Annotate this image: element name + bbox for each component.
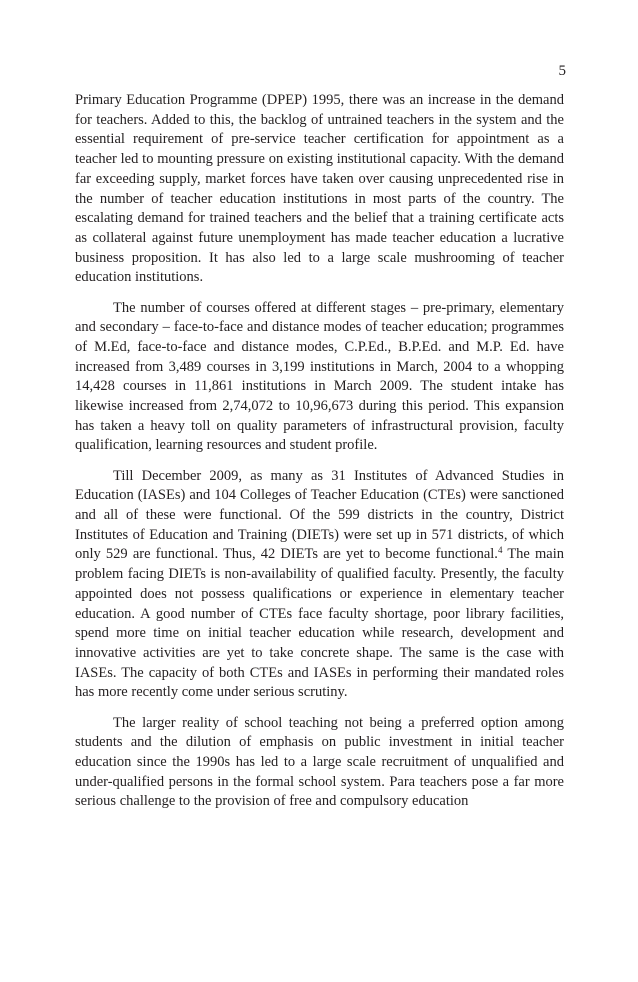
footnote-marker: 4 (497, 545, 503, 556)
paragraph-3-text-before-note: Till December 2009, as many as 31 Institutes of Advanced Studies in Education (IASEs) and 104 Colleges of Teacher Education (CTEs) were sanctioned and all of these were functional. Of the 599 districts in the country, District Institutes of Education and Training (DIETs) were set up in 571 districts, of which only 529 are functional. Thus, 42 DIETs are yet to become functional. (75, 467, 564, 563)
paragraph-4: The larger reality of school teaching not being a preferred option among students and the dilution of emphasis on public investment in initial teacher education since the 1990s has led to a large scale recruitment of unqualified and under-qualified persons in the formal school system. Para teachers pose a far more serious challenge to the provision of free and compulsory education (75, 714, 564, 810)
paragraph-1: Primary Education Programme (DPEP) 1995, there was an increase in the demand for teachers. Added to this, the backlog of untrained teachers in the system and the essential requirement of pre-service teacher certification for appointment as a teacher led to mounting pressure on existing institutional capacity. With the demand far exceeding supply, market forces have taken over causing unprecedented rise in the number of teacher education institutions in most parts of the country. The escalating demand for trained teachers and the belief that a training certificate acts as collateral against future unemployment has made teacher education a lucrative business proposition. It has also led to a large scale mushrooming of teacher education institutions. (75, 92, 564, 286)
body-text (75, 91, 564, 823)
paragraph-3 (75, 467, 564, 703)
page-number: 5 (558, 63, 566, 79)
paragraph-2: The number of courses offered at different stages – pre-primary, elementary and secondary – face-to-face and distance modes of teacher education; programmes of M.Ed, face-to-face and distance modes, C.P.Ed., B.P.Ed. and M.P. Ed. have increased from 3,489 courses in 3,199 institutions in March, 2004 to a whopping 14,428 courses in 11,861 institutions in March 2009. The student intake has likewise increased from 2,74,072 to 10,96,673 during this period. This expansion has taken a heavy toll on quality parameters of infrastructural provision, faculty qualification, learning resources and student profile. (75, 299, 564, 454)
paragraph-3-text-after-note: The main problem facing DIETs is non-availability of qualified faculty. Presently, the faculty appointed does not possess qualifications or experience in elementary teacher education. A good number of CTEs face faculty shortage, poor library facilities, spend more time on initial teacher education while research, development and innovative activities are yet to take concrete shape. The same is the case with IASEs. The capacity of both CTEs and IASEs in performing their mandated roles has more recently come under serious scrutiny. (75, 546, 564, 701)
